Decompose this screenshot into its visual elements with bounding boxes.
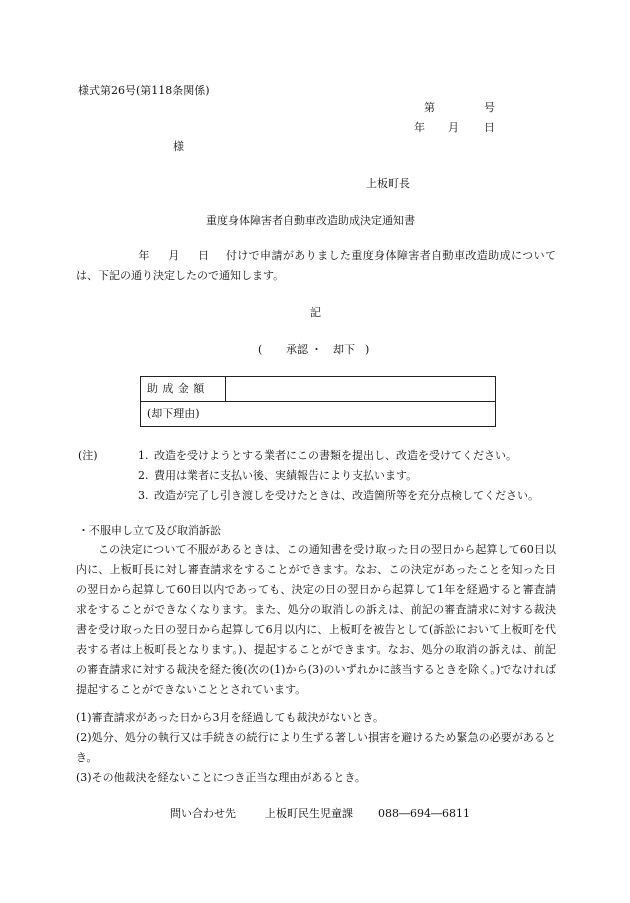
note-text: 費用は業者に支払い後、実績報告により支払います。 xyxy=(154,469,418,482)
decision-reject: 却下 xyxy=(333,343,355,356)
reject-reason-row xyxy=(141,402,496,427)
date-month-label: 月 xyxy=(448,121,459,134)
appeal-condition-2: (2)処分、処分の執行又は手続きの続行により生ずる著しい損害を避けるため緊急の必要があるとき。 xyxy=(76,731,556,764)
intro-day: 日 xyxy=(197,249,210,262)
appeal-condition-3: (3)その他裁決を経ないことにつき正当な理由があるとき。 xyxy=(76,771,366,784)
reject-reason-label: (却下理由) xyxy=(141,402,496,427)
notes-label: (注) xyxy=(78,449,98,462)
note-text: 改造が完了し引き渡しを受けたときは、改造箇所等を充分点検してください。 xyxy=(154,489,539,502)
form-number: 様式第26号(第118条関係) xyxy=(78,84,210,97)
document-number-suffix: 号 xyxy=(484,101,495,114)
decision-approve: 承認 xyxy=(286,343,308,356)
grant-amount-label: 助成金額 xyxy=(141,377,226,402)
decision-separator: ・ xyxy=(311,343,322,356)
intro-month: 月 xyxy=(167,249,180,262)
document-title: 重度身体障害者自動車改造助成決定通知書 xyxy=(206,214,415,227)
note-item xyxy=(138,486,558,506)
contact-department: 上板町民生児童課 xyxy=(265,807,353,820)
contact-label: 問い合わせ先 xyxy=(170,807,236,820)
grant-amount-field[interactable] xyxy=(226,377,496,402)
note-number: 2. xyxy=(138,469,149,482)
appeal-body: この決定について不服があるときは、この通知書を受け取った日の翌日から起算して60日以内に、上板町長に対し審査請求をすることができます。なお、この決定があったことを知った日の翌日から起算して60日以内であっても、決定の日の翌日から起算して1年を経過すると審査請求をすることができなくなります。また、処分の取消しの訴えは、前記の審査請求に対する裁決書を受け取った日の翌日から起算して6月以内に、上板町を被告として(訴訟において上板町を代表する者は上板町長となります。)、提起することができます。なお、処分の取消の訴えは、前記の審査請求に対する裁決を経た後(次の(1)から(3)のいずれかに該当するときを除く。)でなければ提起することができないこととされています。 xyxy=(76,543,556,696)
intro-paragraph xyxy=(76,246,556,286)
ki-label: 記 xyxy=(310,306,321,319)
note-number: 3. xyxy=(138,489,149,502)
intro-text: 付けで申請がありました重度身体障害者自動車改造助成については、下記の通り決定したので通知します。 xyxy=(76,249,556,282)
note-item xyxy=(138,466,558,486)
appeal-heading: ・不服申し立て及び取消訴訟 xyxy=(78,524,221,537)
grant-table xyxy=(140,376,496,427)
note-number: 1. xyxy=(138,449,149,462)
date-day-label: 日 xyxy=(484,121,495,134)
appeal-condition-1: (1)審査請求があった日から3月を経過しても裁決がないとき。 xyxy=(76,711,385,724)
decision-close-paren: ) xyxy=(365,343,370,356)
note-item xyxy=(138,446,558,466)
decision-open-paren: ( xyxy=(258,343,263,356)
note-text: 改造を受けようとする業者にこの書類を提出し、改造を受けてください。 xyxy=(154,449,517,462)
document-number-label: 第 xyxy=(424,101,435,114)
grant-amount-row xyxy=(141,377,496,402)
issuer-name: 上板町長 xyxy=(366,177,410,190)
contact-phone: 088―694―6811 xyxy=(378,807,470,820)
date-year-label: 年 xyxy=(414,121,425,134)
addressee-suffix: 様 xyxy=(173,140,184,153)
intro-year: 年 xyxy=(138,249,150,262)
